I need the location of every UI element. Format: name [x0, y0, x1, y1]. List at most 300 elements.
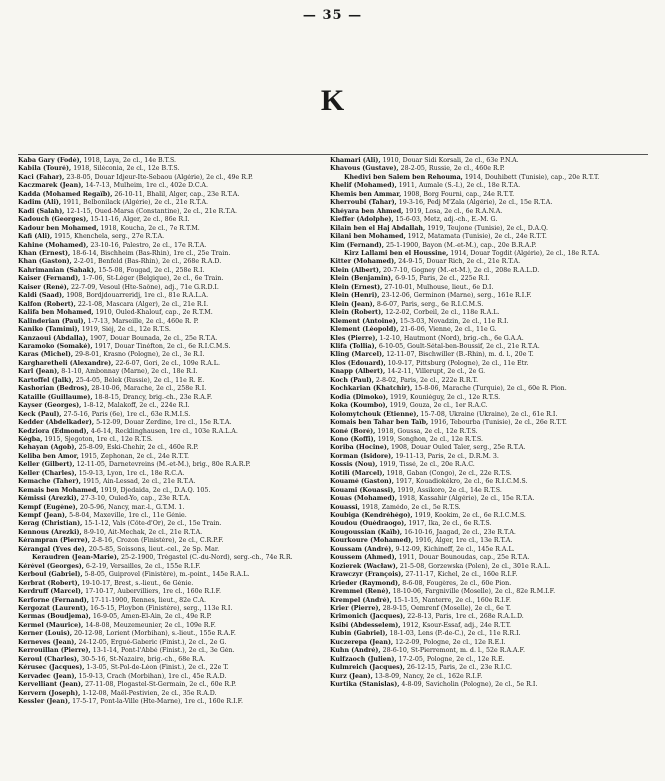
entry-details: 1919, Djedaida, 2e cl., D.A.Q. 105.: [98, 486, 211, 494]
list-item: [18, 402, 338, 410]
entry-name: Klein (Robert),: [330, 309, 384, 317]
list-item: [330, 258, 655, 266]
list-item: [18, 208, 338, 216]
list-item: [330, 368, 655, 376]
entry-name: Komais ben Tahar ben Taïb,: [330, 419, 429, 427]
list-item: [18, 470, 338, 478]
entry-details: 27-3-10, Ouled-Yo, cap., 23e R.T.A.: [78, 495, 191, 503]
list-item: [18, 546, 338, 554]
entry-details: 1919, Assikoro, 2e cl., 14e R.T.S.: [395, 486, 502, 494]
entry-details: 8-6-07, Paris, serg., 6e R.I.C.M.S.: [374, 300, 484, 308]
entry-name: Koussam (André),: [330, 545, 394, 553]
list-item: [18, 504, 338, 512]
entry-details: 14-7-13, Mulheim, 1re cl., 402e D.C.A.: [83, 182, 208, 190]
entry-name: Kouamé (Gaston),: [330, 478, 394, 486]
entry-details: 15-1-12, Vals (Côte-d'Or), 2e cl., 15e Train.: [82, 520, 222, 528]
entry-name: Kérével (Georges),: [18, 562, 84, 570]
entry-name: Kerneves (Jean),: [18, 638, 77, 646]
list-item: [18, 613, 338, 621]
entry-details: 1915, Zephonan, 2e cl., 24e R.T.T.: [78, 452, 189, 460]
list-item: [18, 698, 338, 706]
list-item: [330, 554, 655, 562]
entry-details: 1908, Bordjdouarreridj, 1re cl., 81e R.A.L.A.: [64, 292, 209, 300]
entry-name: Kerrouillan (Pierre),: [18, 647, 91, 655]
entry-name: Kerboul (Gabriel),: [18, 571, 83, 579]
entry-details: 1918, Laya, 2e cl., 14e B.T.S.: [81, 157, 177, 164]
entry-details: 1919, Kouniéguy, 2e cl., 12e R.T.S.: [388, 393, 501, 401]
entry-details: 27-11-08, Plogastel-St-Germain, 2e cl., 60e R.P.: [83, 681, 237, 689]
list-item: [18, 495, 338, 503]
list-item: [330, 613, 655, 621]
list-item: [330, 588, 655, 596]
list-item: [330, 191, 655, 199]
list-item: [330, 656, 655, 664]
entry-details: 12-2-09, Pologne, 2e cl., 12e R.E.I.: [393, 638, 506, 646]
list-item: [330, 571, 655, 579]
section-letter: K: [320, 84, 345, 117]
entry-name: Koka (Koumbo),: [330, 402, 388, 410]
entry-name: Kervern (Joseph),: [18, 689, 81, 697]
list-item: [18, 368, 338, 376]
entry-name: Kougoussian (Kaïb),: [330, 528, 403, 536]
entry-details: 18-6-14, Bischheim (Bas-Rhin), 1re cl., 25e Train.: [70, 249, 231, 257]
list-item: [330, 165, 655, 173]
entry-details: 1914, Douhibett (Tunisie), cap., 20e R.T.T.: [462, 173, 600, 181]
entry-name: Klos (Édouard),: [330, 359, 386, 367]
list-item: [330, 673, 655, 681]
entry-name: Kozierek (Wacław),: [330, 562, 398, 570]
entry-details: 27-5-16, Paris (6e), 1re cl., 63e R.M.I.S.: [61, 410, 191, 418]
entry-details: 28-9-15, Oemrenf (Moselle), 2e cl., 6e T.: [380, 605, 512, 613]
entry-name: Kadda (Mohamed Regaïb),: [18, 190, 113, 198]
list-item: [330, 267, 655, 275]
list-item: [330, 563, 655, 571]
entry-details: 18-10-06, Fargniville (Moselle), 2e cl., 82e R.M.I.F.: [390, 588, 556, 596]
entry-name: Kanzaoui (Abdalla),: [18, 334, 88, 342]
entry-name: Kherroubi (Tahar),: [330, 199, 397, 207]
entry-details: 27-10-01, Mulhouse, lieut., 6e D.I.: [382, 283, 494, 291]
list-item: [330, 199, 655, 207]
entry-name: Kabila (Touré),: [18, 165, 72, 173]
entry-details: 23-12-06, Germinon (Marne), serg., 161e R.I.F.: [379, 292, 532, 300]
entry-name: Kalifa ben Mohamed,: [18, 309, 94, 317]
list-item: [18, 588, 338, 596]
list-item: [330, 284, 655, 292]
entry-name: Kremmel (René),: [330, 588, 391, 596]
list-item: [330, 529, 655, 537]
entry-name: Kergozat (Laurent),: [18, 605, 89, 613]
entry-name: Kulmreich (Jacques),: [330, 664, 405, 672]
entry-name: Kossis (Nou),: [330, 461, 378, 469]
entry-name: Kotili (Marcel),: [330, 469, 385, 477]
list-item: [18, 233, 338, 241]
entry-details: 1908, Borg Fourni, cap., 24e R.T.T.: [401, 190, 515, 198]
entry-name: Koriba (Hocine),: [330, 444, 390, 452]
list-item: [330, 225, 655, 233]
entry-name: Kennous (Arezki),: [18, 528, 82, 536]
entry-details: 17-11-1900, Rennes, lieut., 82e C.A.: [88, 596, 206, 604]
entry-name: Kataille (Guillaume),: [18, 393, 93, 401]
entry-name: Keroul (Charles),: [18, 655, 80, 663]
entry-details: 12-11-05, Darnetevreins (M.-et-M.), brig., 80e R.A.R.P.: [74, 461, 251, 469]
entry-details: 20-7-10, Gogney (M.-et-M.), 2e cl., 208e R.A.L.D.: [381, 266, 540, 274]
entry-name: Korman (Isidore),: [330, 452, 394, 460]
list-item: [18, 690, 338, 698]
list-item: [330, 360, 655, 368]
entry-details: 19-11-13, Paris, 2e cl., D.R.M. 3.: [393, 452, 499, 460]
entry-details: 1917, Ika, 2e cl., 6e R.T.S.: [406, 520, 492, 528]
entry-details: 25-4-05, Bélek (Russie), 2e cl., 11e R. E.: [73, 376, 205, 384]
entry-details: 1915, Khenchela, serg., 27e R.T.A.: [52, 233, 165, 241]
entry-name: Kargharetheli (Alexandre),: [18, 359, 114, 367]
entry-name: Kahrimanian (Sahak),: [18, 266, 97, 274]
list-item: [330, 216, 655, 224]
entry-name: Kadouch (Georges),: [18, 216, 89, 224]
list-item: [18, 377, 338, 385]
list-item: [330, 605, 655, 613]
list-item: [18, 478, 338, 486]
entry-name: Kuczerepa (Jean),: [330, 638, 394, 646]
entry-name: Karl (Jean),: [18, 368, 60, 376]
list-item: [330, 453, 655, 461]
entry-name: Khamari (Ali),: [330, 157, 381, 164]
entry-details: 8-1-10, Ambonnay (Marne), 2e cl., 18e R.I.: [59, 368, 198, 376]
list-item: [330, 182, 655, 190]
entry-details: 28-10-06, Marache, 2e cl., 258e R.I.: [89, 385, 207, 393]
list-item: [330, 537, 655, 545]
entry-name: Khavous (Gustave),: [330, 165, 399, 173]
list-item: [18, 520, 338, 528]
entry-name: Koubiga (Kendréhégo),: [330, 512, 413, 520]
entry-details: 1911, Aumale (S.-I.), 2e cl., 18e R.T.A.: [396, 182, 521, 190]
entry-name: Knapp (Albert),: [330, 368, 386, 376]
list-item: [18, 292, 338, 300]
entry-name: Kafi (Ali),: [18, 233, 53, 241]
entry-name: Karamoko (Somaké),: [18, 342, 93, 350]
entry-name: Khan (Ernest),: [18, 249, 71, 257]
entry-details: 29-8-01, Krasno (Pologne), 2e cl., 3e R.I.: [73, 351, 205, 359]
entry-details: 15-11-16, Alger, 2e cl., 86e R.I.: [88, 216, 190, 224]
left-column: [18, 157, 338, 775]
list-item: [18, 267, 338, 275]
list-item: [18, 309, 338, 317]
entry-name: Krempel (André),: [330, 596, 392, 604]
entry-name: Kurz (Jean),: [330, 672, 373, 680]
entry-details: 26-12-15, Paris, 2e cl., 23e R.I.C.: [404, 664, 512, 672]
list-item: [18, 673, 338, 681]
entry-details: 5-8-05, Guiprovel (Finistère), m.-point., 145e R.A.L.: [82, 571, 250, 579]
entry-name: Kayser (Georges),: [18, 402, 82, 410]
entry-details: 17-5-17, Pont-la-Ville (Hte-Marne), 1re cl., 160e R.I.F.: [70, 698, 244, 705]
entry-details: 30-5-16, St-Nazaire, brig.-ch., 68e R.A.: [79, 655, 206, 663]
entry-name: Klement (Antoine),: [330, 317, 398, 325]
list-item: [330, 444, 655, 452]
entry-details: 28-2-05, Russie, 2e cl., 460e R.P.: [398, 165, 505, 173]
entry-details: 13-1-14, Pont-l'Abbé (Finist.), 2e cl., 3e Gén.: [90, 647, 235, 655]
entry-details: 4-6-14, Recklinghausen, 1re cl., 103e R.A.L.A.: [88, 427, 238, 435]
entry-name: Kerner (Louis),: [18, 630, 73, 638]
entry-details: 24-9-15, Douar Rich, 2e cl., 21e R.T.A.: [396, 258, 521, 266]
list-item: [18, 444, 338, 452]
list-item: [330, 664, 655, 672]
entry-name: Kalfon (Robert),: [18, 300, 76, 308]
entry-name: Klement (Léopold),: [330, 326, 399, 334]
entry-name: Kouassi,: [330, 503, 360, 511]
entry-details: 26-10-11, Bhalil, Alger, cap., 23e R.T.A.: [112, 190, 240, 198]
entry-details: 15-9-13, Lyon, 1re cl., 18e R.C.A.: [76, 469, 185, 477]
entry-details: 28-6-10, St-Pierremont, m. d. l., 52e R.A.A.F.: [380, 647, 525, 655]
entry-details: 1918, Kassahir (Algérie), 2e cl., 15e R.T.A.: [396, 495, 535, 503]
entry-name: Kourkoure (Mohamed),: [330, 537, 414, 545]
list-item: [330, 478, 655, 486]
entry-details: 1919, Teujone (Tunisie), 2e cl., D.A.Q.: [425, 224, 548, 232]
list-item: [330, 335, 655, 343]
entry-details: 1917, Douar Tinéfton, 2e cl., 6e R.I.C.M.S.: [92, 342, 231, 350]
list-item: [330, 174, 655, 182]
list-item: [330, 292, 655, 300]
entry-details: 18-1-03, Lens (P.-de-C.), 2e cl., 11e R.R.I.: [387, 630, 521, 638]
list-item: [330, 495, 655, 503]
entry-name: Kemais ben Mohamed,: [18, 486, 99, 494]
list-item: [330, 512, 655, 520]
entry-details: 12-2-02, Corbeil, 2e cl., 118e R.A.L.: [383, 309, 500, 317]
entry-name: Keller (Gilbert),: [18, 461, 75, 469]
entry-details: 10-9-17, Pittsburg (Pologne), 2e cl., 11e Étr.: [385, 359, 529, 367]
entry-name: Kono (Koffi),: [330, 435, 376, 443]
entry-name: Klein (Benjamin),: [330, 275, 394, 283]
entry-details: 1918, Siléconia, 2e cl., 12e B.T.S.: [71, 165, 180, 173]
entry-details: 1916, Tebourba (Tunisie), 2e cl., 26e R.T.T.: [428, 419, 567, 427]
entry-details: 13-8-09, Nancy, 2e cl., 162e R.I.F.: [372, 672, 483, 680]
entry-details: 1919, Songhon, 2e cl., 12e R.T.S.: [375, 435, 484, 443]
entry-name: Keliba ben Amor,: [18, 452, 79, 460]
entry-details: 1-2-10, Hautmont (Nord), brig.-ch., 6e G.A.A.: [377, 334, 524, 342]
entry-name: Karas (Michel),: [18, 351, 74, 359]
entry-name: Kérangal (Yves de),: [18, 545, 87, 553]
entry-details: 1916, Alger, 1re cl., 13e R.T.A.: [413, 537, 513, 545]
entry-name: Kilani ben Mohamed,: [330, 233, 406, 241]
entry-details: 15-1-15, Nanterre, 2e cl., 160e R.I.F.: [391, 596, 512, 604]
entry-details: 1914, Douar Togdit (Algérie), 2e cl., 18e R.T.A.: [448, 249, 600, 257]
entry-details: 19-3-16, Pedj M'Zala (Algérie), 2e cl., 15e R.T.A.: [396, 199, 553, 207]
entry-name: Keller (Charles),: [18, 469, 77, 477]
entry-details: 16-10-16, Jaagad, 2e cl., 23e R.T.A.: [402, 528, 516, 536]
entry-name: Keck (Paul),: [18, 410, 62, 418]
list-item: [330, 301, 655, 309]
entry-details: 1907, Douar Bounada, 2e cl., 25e R.T.A.: [87, 334, 218, 342]
entry-details: 16-9-05, Amen-El-Ain, 2e cl., 49e R.P.: [90, 613, 212, 621]
entry-details: 25-2-1900, Trégastel (C.-du-Nord), serg.-ch., 74e R.R.: [119, 554, 293, 562]
list-item: [330, 647, 655, 655]
list-item: [330, 461, 655, 469]
entry-details: 1912, Ksour-Essaf, adj., 24e R.T.T.: [400, 621, 512, 629]
list-item: [18, 622, 338, 630]
entry-details: 22-6-07, Gori, 2e cl., 109e R.A.L.: [113, 359, 220, 367]
entry-name: Kaiser (René),: [18, 283, 69, 291]
entry-name: Kemache (Taher),: [18, 478, 81, 486]
list-item: [18, 343, 338, 351]
list-item: [18, 157, 338, 165]
entry-details: 22-8-13, Paris, 1re cl., 268e R.A.L.D.: [405, 613, 524, 621]
entry-details: 1919, Gouza, 2e cl., 1er R.A.C.: [387, 402, 488, 410]
list-item: [330, 639, 655, 647]
list-item: [18, 419, 338, 427]
list-item: [330, 385, 655, 393]
entry-details: 24-12-05, Ergué-Gaberic (Finist.), 2e cl., 2e G.: [76, 638, 227, 646]
entry-name: Khemis ben Ammar,: [330, 190, 402, 198]
list-item: [330, 436, 655, 444]
entry-details: 12-11-07, Bischwiller (B.-Rhin), m. d. l., 20e T.: [384, 351, 534, 359]
list-item: [18, 453, 338, 461]
entry-name: Kodia (Dimoko),: [330, 393, 389, 401]
entry-details: 1-8-12, Malakoff, 2e cl., 224e R.I.: [81, 402, 190, 410]
list-item: [18, 284, 338, 292]
entry-details: 6-9-15, Paris, 2e cl., 225e R.I.: [393, 275, 490, 283]
entry-name: Kitter (Mohamed),: [330, 258, 397, 266]
entry-name: Kolomytchouk (Étienne),: [330, 410, 419, 418]
header-divider: [18, 154, 648, 155]
entry-details: 15-5-08, Fougad, 2e cl., 258e R.I.: [96, 266, 205, 274]
entry-name: Kochkarian (Khatchir),: [330, 385, 413, 393]
list-item: [330, 233, 655, 241]
entry-name: Klifa (Tollia),: [330, 342, 377, 350]
list-item: [330, 580, 655, 588]
entry-name: Kahine (Mohamed),: [18, 241, 89, 249]
entry-details: 15-7-08, Ukraine (Ukraine), 2e cl., 61e R.I.: [418, 410, 558, 418]
list-item: [18, 537, 338, 545]
list-item: [18, 656, 338, 664]
entry-name: Kémissi (Arezki),: [18, 495, 79, 503]
entry-name: Kartoffel (Jalk),: [18, 376, 74, 384]
entry-details: 8-9-10, Ait-Mechak, 2e cl., 21e R.T.A.: [81, 528, 203, 536]
list-item: [18, 681, 338, 689]
list-item: [18, 360, 338, 368]
list-item: [18, 394, 338, 402]
entry-details: 2-8-16, Crozon (Finistère), 2e cl., C.R.P.F.: [89, 537, 224, 545]
entry-details: 23-10-16, Palestro, 2e cl., 17e R.T.A.: [88, 241, 207, 249]
entry-details: 1918, Koucha, 2e cl., 7e R.T.M.: [98, 224, 200, 232]
entry-details: 1911, Belbonilack (Algérie), 2e cl., 21e R.T.A.: [61, 199, 209, 207]
list-item: [18, 563, 338, 571]
entry-name: Kerforne (Fernand),: [18, 596, 89, 604]
entry-details: 25-8-09, Eski-Chehir, 2e cl., 460e R.P.: [76, 444, 199, 452]
list-item: [18, 225, 338, 233]
entry-name: Kaci (Fahar),: [18, 173, 65, 181]
list-item: [330, 208, 655, 216]
entry-name: Keraudren (Jean-Marie),: [32, 554, 119, 562]
list-item: [18, 580, 338, 588]
list-item: [18, 335, 338, 343]
list-item: [330, 411, 655, 419]
list-item: [330, 326, 655, 334]
list-item: [330, 622, 655, 630]
entry-details: 22-1-08, Mascara (Alger), 2e cl., 21e R.I.: [75, 300, 209, 308]
entry-name: Ksibi (Abdesselem),: [330, 621, 401, 629]
list-item: [330, 597, 655, 605]
entry-name: Kouami (Kouassi),: [330, 486, 396, 494]
entry-details: 1918, Goussa, 2e cl., 12e R.T.S.: [375, 427, 478, 435]
entry-name: Khéyara ben Ahmed,: [330, 207, 404, 215]
list-item: [18, 165, 338, 173]
entry-details: 1-7-06, St-Léger (Belgique), 2e cl., 6e Train.: [80, 275, 224, 283]
entry-name: Koch (Paul),: [330, 376, 374, 384]
entry-name: Khelif (Mohamed),: [330, 182, 397, 190]
list-item: [18, 191, 338, 199]
entry-details: 1919, Siéj, 2e cl., 12e R.T.S.: [79, 326, 171, 334]
entry-details: 20-5-96, Nancy, mar.-l., G.T.M. 1.: [77, 503, 185, 511]
entry-name: Kégba,: [18, 435, 43, 443]
list-item: [18, 250, 338, 258]
entry-details: 21-5-08, Gorzewska (Polen), 2e cl., 301e R.A.L.: [397, 562, 551, 570]
entry-name: Kling (Marcel),: [330, 351, 385, 359]
list-item: [330, 275, 655, 283]
list-item: [18, 436, 338, 444]
list-item: [18, 326, 338, 334]
list-item: [18, 318, 338, 326]
entry-details: 19-10-17, Brest, s.-lieut., 6e Génie.: [79, 579, 194, 587]
right-column: [330, 157, 655, 775]
entry-details: 21-6-06, Vienne, 2e cl., 11e G.: [398, 326, 497, 334]
list-item: [330, 520, 655, 528]
list-item: [330, 351, 655, 359]
list-item: [18, 529, 338, 537]
entry-name: Kadour ben Mohamed,: [18, 224, 99, 232]
list-item: [18, 216, 338, 224]
entry-details: 1915, Ain-Lessad, 2e cl., 21e R.T.A.: [80, 478, 196, 486]
entry-name: Kempf (Jean),: [18, 512, 68, 520]
list-item: [18, 199, 338, 207]
entry-name: Kerbrat (Robert),: [18, 579, 80, 587]
entry-name: Kaiser (Fernand),: [18, 275, 81, 283]
entry-name: Koné (Boré),: [330, 427, 376, 435]
list-item: [330, 309, 655, 317]
list-item: [18, 301, 338, 309]
entry-name: Krier (Pierre),: [330, 605, 381, 613]
entry-details: 1910, Ouled-Khalouf, cap., 2e R.T.M.: [93, 309, 213, 317]
entry-name: Kerag (Christian),: [18, 520, 83, 528]
entry-name: Kessler (Jean),: [18, 698, 71, 705]
entry-name: Khedivi ben Salem ben Rehouma,: [344, 173, 463, 181]
entry-name: Krieder (Raymond),: [330, 579, 401, 587]
page-number: — 35 —: [302, 8, 363, 23]
entry-name: Kaldi (Saad),: [18, 292, 65, 300]
entry-details: 1919, Kookim, 2e cl., 6e R.I.C.M.S.: [412, 512, 526, 520]
entry-details: 5-12-09, Douar Zerdine, 1re cl., 15e R.T.A.: [94, 419, 232, 427]
entry-name: Kadim (Ali),: [18, 199, 62, 207]
entry-name: Krawczyr (François),: [330, 571, 404, 579]
list-item: [330, 377, 655, 385]
entry-name: Kashorian (Bedros),: [18, 385, 90, 393]
entry-name: Krimonich (Jacques),: [330, 613, 406, 621]
entry-details: 1918, Gaban (Congo), 2e cl., 22e R.T.S.: [384, 469, 512, 477]
entry-details: 5-8-04, Maxeville, 1re cl., 11e Génie.: [67, 512, 187, 520]
entry-name: Klein (Jean),: [330, 300, 375, 308]
entry-name: Kermel (Maurice),: [18, 621, 84, 629]
entry-details: 1910, Douar Sidi Korsali, 2e cl., 63e P.N.A.: [380, 157, 519, 164]
entry-name: Kles (Pierre),: [330, 334, 378, 342]
list-item: [18, 174, 338, 182]
entry-details: 15-3-03, Novadzin, 2e cl., 11e R.I.: [397, 317, 509, 325]
entry-name: Kouas (Mohamed),: [330, 495, 397, 503]
entry-details: 1917, Kouadiokékro, 2e cl., 6e R.I.C.M.S.: [393, 478, 528, 486]
entry-details: 20-12-98, Lorient (Morbihan), s.-lieut., 155e R.A.F.: [72, 630, 236, 638]
entry-name: Kehayan (Agob),: [18, 444, 77, 452]
entry-name: Koudou (Ouédraogo),: [330, 520, 407, 528]
entry-name: Kaniko (Tamimi),: [18, 326, 80, 334]
entry-name: Kérusec (Jacques),: [18, 664, 85, 672]
list-item: [18, 461, 338, 469]
list-item: [330, 343, 655, 351]
